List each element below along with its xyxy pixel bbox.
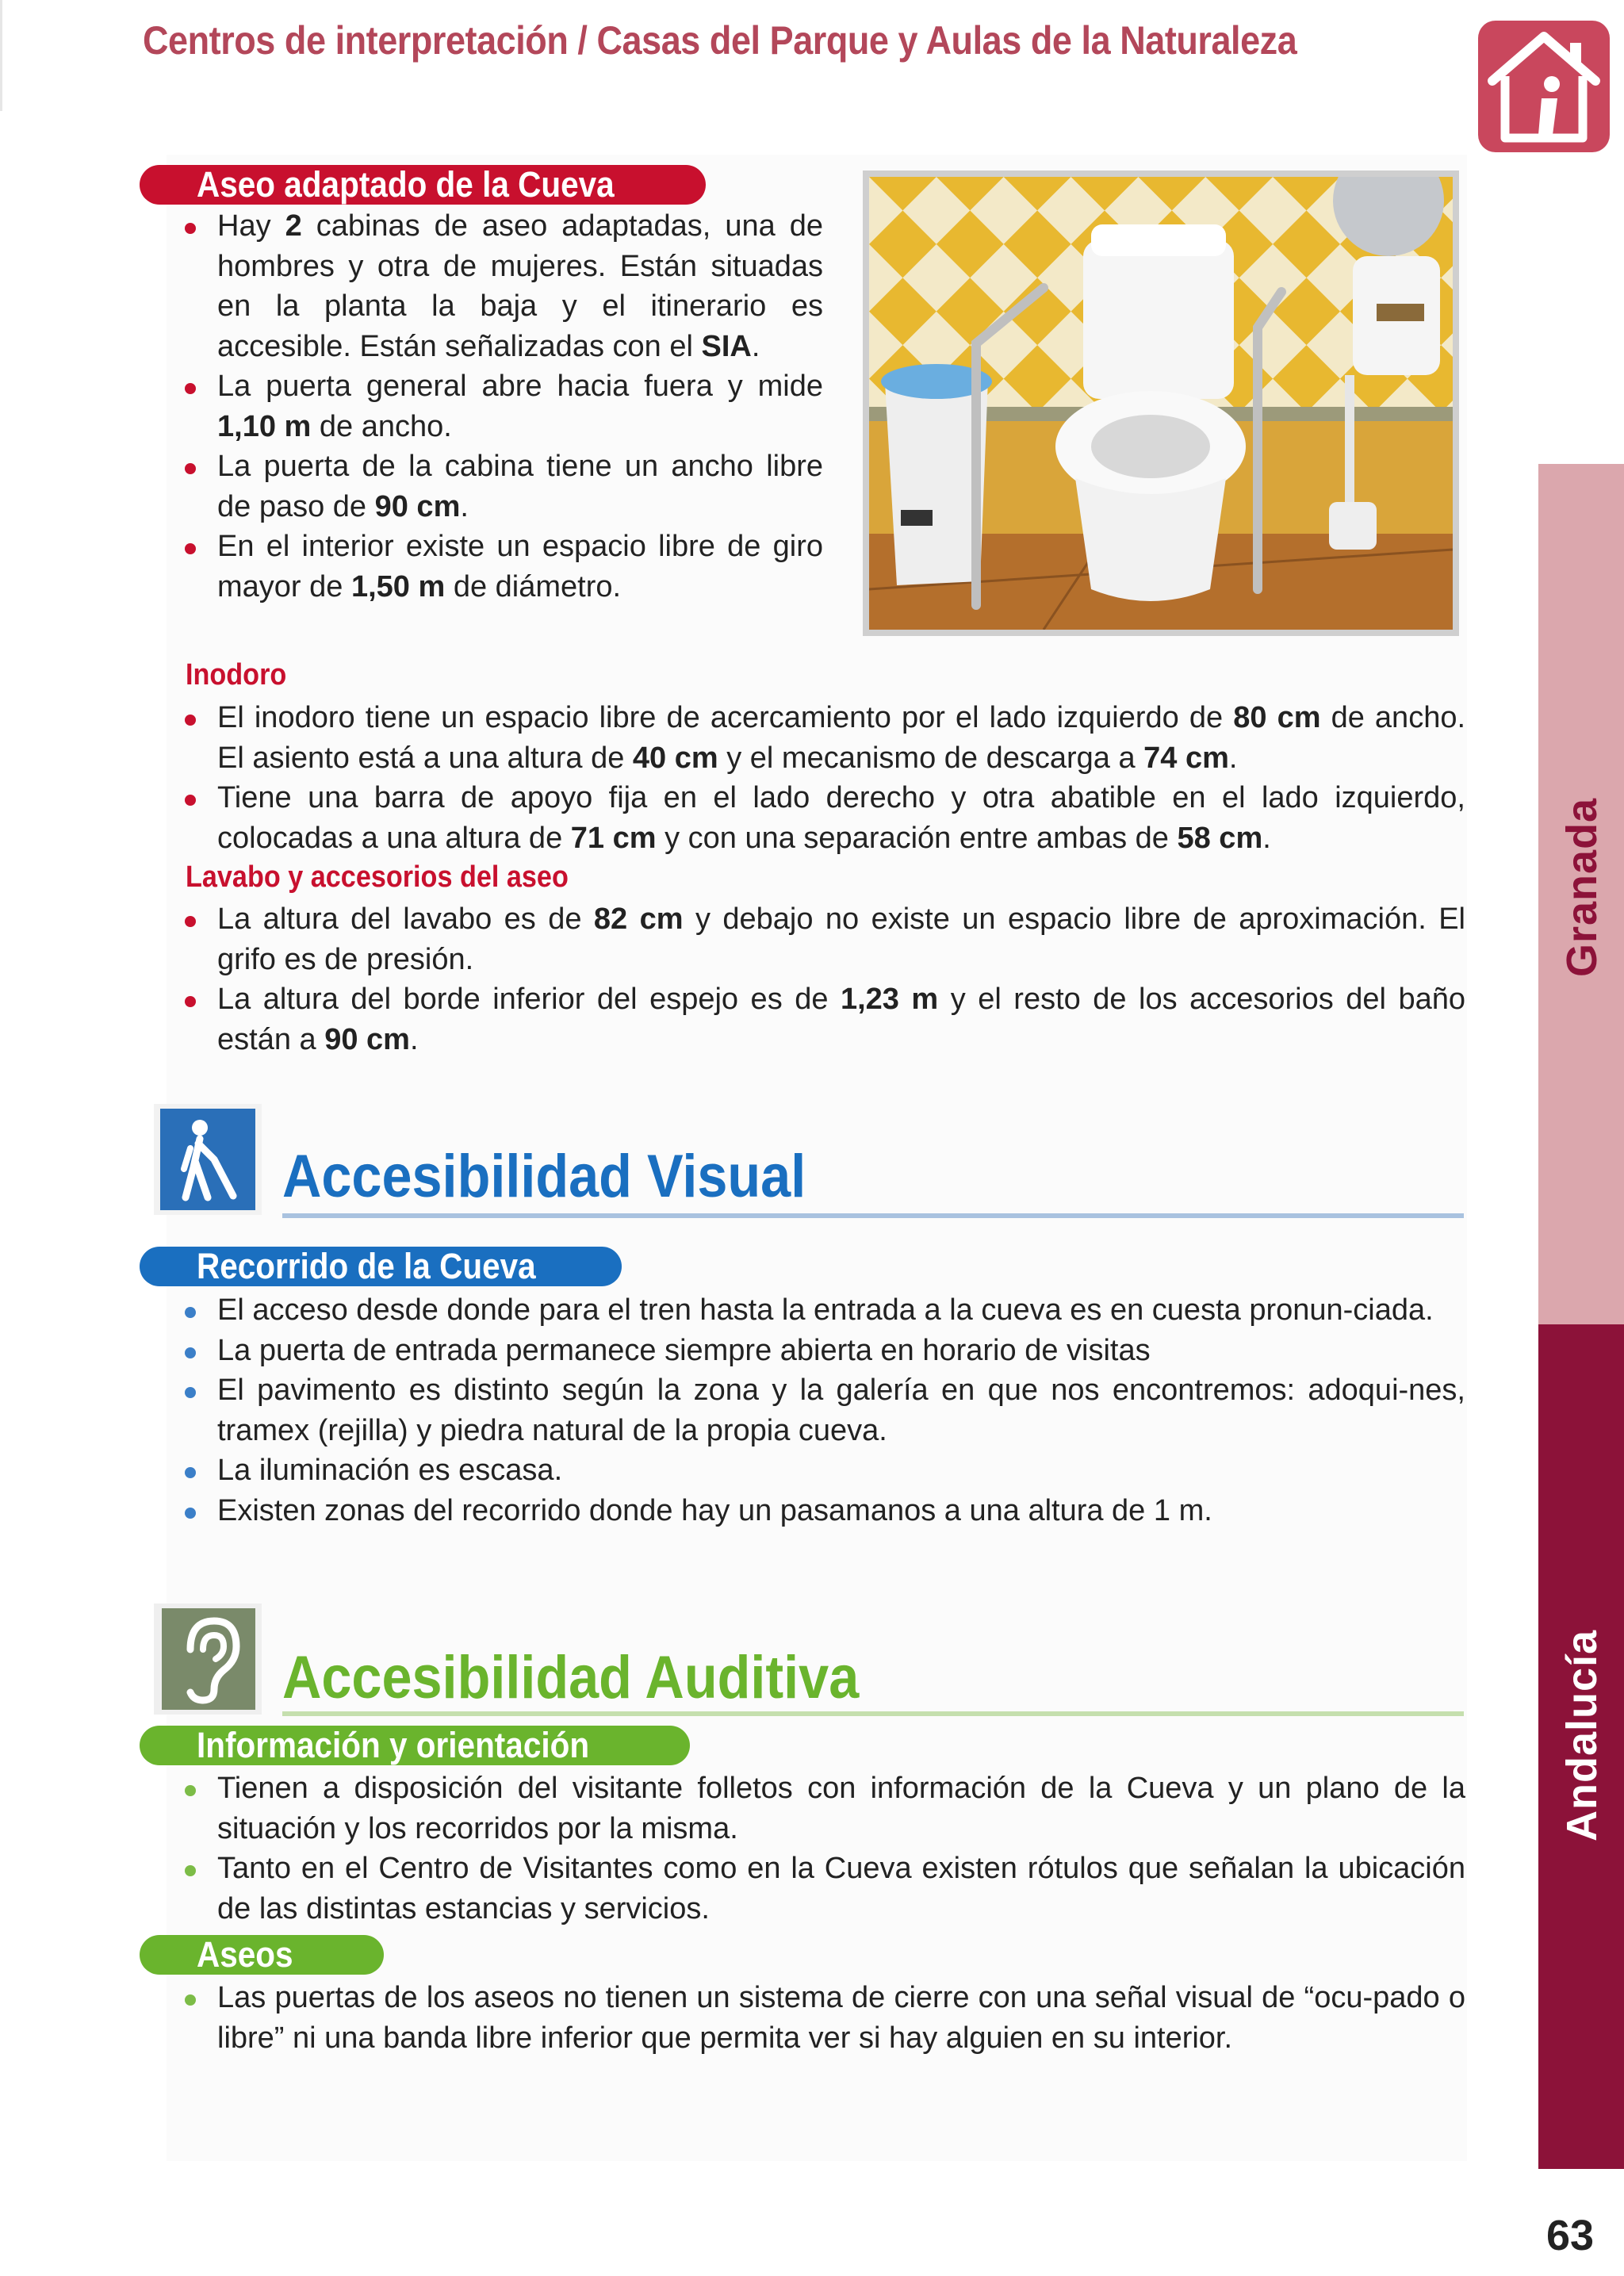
bullet-dot xyxy=(185,1347,196,1358)
section-title-auditiva: Accesibilidad Auditiva xyxy=(282,1644,860,1711)
inodoro-bullet-list xyxy=(217,698,1465,858)
list-item: Hay 2 cabinas de aseo adaptadas, una de hombres y otra de mujeres. Están situadas en la planta la baja y el itinerario es accesible. Están señalizadas con el SIA. xyxy=(217,206,823,366)
aseo-bullet-list xyxy=(217,206,823,607)
pill-label: Aseos xyxy=(197,1934,293,1975)
bullet-dot xyxy=(185,223,196,234)
list-item: La altura del lavabo es de 82 cm y debajo no existe un espacio libre de aproximación. El grifo es de presión. xyxy=(217,899,1465,979)
bullet-dot xyxy=(185,1508,196,1519)
bullet-dot xyxy=(185,996,196,1007)
bullet-dot xyxy=(185,916,196,927)
section-pill-recorrido xyxy=(140,1247,622,1286)
lavabo-bullet-list xyxy=(217,899,1465,1059)
bullet-dot xyxy=(185,1307,196,1318)
list-item: La iluminación es escasa. xyxy=(217,1450,1465,1491)
list-item: Tienen a disposición del visitante folletos con información de la Cueva y un plano de la situación y los recorridos por la misma. xyxy=(217,1768,1465,1849)
toilet-illustration xyxy=(869,177,1453,630)
blind-person-icon xyxy=(154,1104,262,1215)
list-item: El acceso desde donde para el tren hasta la entrada a la cueva es en cuesta pronun-ciada. xyxy=(217,1290,1465,1331)
list-item: Existen zonas del recorrido donde hay un pasamanos a una altura de 1 m. xyxy=(217,1491,1465,1531)
section-rule-auditiva xyxy=(282,1711,1464,1716)
bullet-dot xyxy=(185,795,196,806)
list-item: La altura del borde inferior del espejo es de 1,23 m y el resto de los accesorios del baño están a 90 cm. xyxy=(217,979,1465,1059)
section-pill-aseo-adaptado xyxy=(140,165,706,205)
informacion-bullet-list xyxy=(217,1768,1465,1929)
subhead-inodoro: Inodoro xyxy=(186,658,287,692)
list-item: En el interior existe un espacio libre de giro mayor de 1,50 m de diámetro. xyxy=(217,527,823,607)
list-item: El inodoro tiene un espacio libre de acercamiento por el lado izquierdo de 80 cm de ancho. El asiento está a una altura de 40 cm y el mecanismo de descarga a 74 cm. xyxy=(217,698,1465,778)
bullet-dot xyxy=(185,1467,196,1478)
aseos-bullet-list xyxy=(217,1978,1465,2058)
pill-label: Aseo adaptado de la Cueva xyxy=(197,164,615,205)
bullet-dot xyxy=(185,543,196,554)
side-label-granada: Granada xyxy=(1558,797,1606,977)
page-number: 63 xyxy=(1546,2212,1595,2259)
bullet-dot xyxy=(185,383,196,394)
list-item: La puerta de la cabina tiene un ancho libre de paso de 90 cm. xyxy=(217,446,823,527)
subhead-lavabo: Lavabo y accesorios del aseo xyxy=(186,860,569,894)
list-item: Las puertas de los aseos no tienen un sistema de cierre con una señal visual de “ocu-pado o libre” ni una banda libre inferior que permita ver si hay alguien en su interior. xyxy=(217,1978,1465,2058)
list-item: Tiene una barra de apoyo fija en el lado derecho y otra abatible en el lado izquierdo, colocadas a una altura de 71 cm y con una separación entre ambas de 58 cm. xyxy=(217,778,1465,858)
section-title-visual: Accesibilidad Visual xyxy=(282,1143,806,1210)
list-item: El pavimento es distinto según la zona y la galería en que nos encontremos: adoqui-nes, tramex (rejilla) y piedra natural de la propia cueva. xyxy=(217,1370,1465,1450)
visual-bullet-list xyxy=(217,1290,1465,1531)
bullet-dot xyxy=(185,1785,196,1796)
section-rule-visual xyxy=(282,1213,1464,1218)
section-pill-aseos xyxy=(140,1935,384,1975)
section-pill-informacion xyxy=(140,1726,690,1765)
bullet-dot xyxy=(185,1994,196,2006)
bullet-dot xyxy=(185,715,196,726)
pill-label: Recorrido de la Cueva xyxy=(197,1246,536,1286)
bullet-dot xyxy=(185,1387,196,1398)
bullet-dot xyxy=(185,1865,196,1876)
pill-label: Información y orientación xyxy=(197,1725,590,1765)
bullet-dot xyxy=(185,463,196,474)
page-header-title: Centros de interpretación / Casas del Parque y Aulas de la Naturaleza xyxy=(143,18,1297,63)
side-label-andalucia: Andalucía xyxy=(1558,1629,1606,1841)
page-edge-mark xyxy=(0,0,2,111)
list-item: La puerta de entrada permanece siempre abierta en horario de visitas xyxy=(217,1331,1465,1371)
house-info-icon xyxy=(1477,19,1611,154)
ear-icon xyxy=(154,1604,262,1715)
list-item: Tanto en el Centro de Visitantes como en la Cueva existen rótulos que señalan la ubicación de las distintas estancias y servicios. xyxy=(217,1849,1465,1929)
list-item: La puerta general abre hacia fuera y mide 1,10 m de ancho. xyxy=(217,366,823,446)
accessible-toilet-photo xyxy=(863,171,1459,636)
